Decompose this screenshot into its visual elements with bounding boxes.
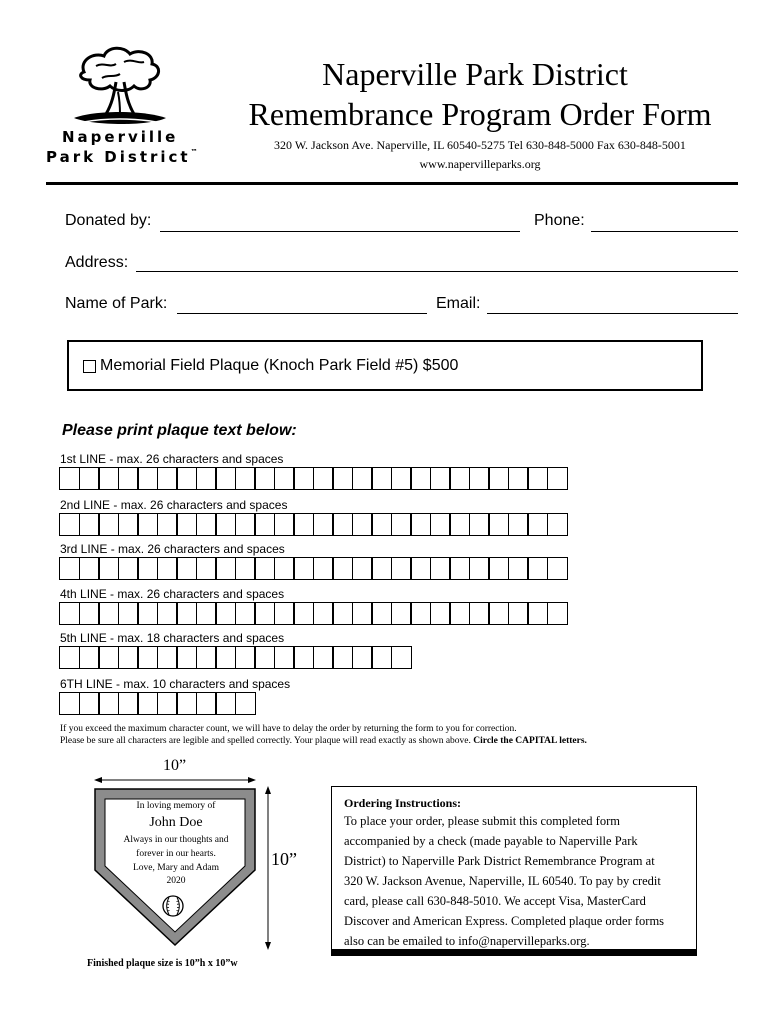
- line5-label: 5th LINE - max. 18 characters and spaces: [60, 631, 285, 645]
- character-box[interactable]: [157, 646, 178, 669]
- character-box[interactable]: [137, 513, 158, 536]
- character-box[interactable]: [176, 557, 197, 580]
- line3-grid[interactable]: [59, 557, 568, 580]
- character-box[interactable]: [98, 646, 119, 669]
- character-box[interactable]: [371, 557, 392, 580]
- character-box[interactable]: [274, 602, 295, 625]
- plaque-text-line3: Always in our thoughts and: [123, 835, 229, 845]
- character-box[interactable]: [137, 557, 158, 580]
- character-box[interactable]: [430, 557, 451, 580]
- character-box[interactable]: [410, 602, 431, 625]
- character-box[interactable]: [469, 513, 490, 536]
- line5-grid[interactable]: [59, 646, 412, 669]
- line2-grid[interactable]: [59, 513, 568, 536]
- phone-field[interactable]: [591, 231, 738, 232]
- character-box[interactable]: [176, 467, 197, 490]
- character-box[interactable]: [176, 602, 197, 625]
- character-box[interactable]: [391, 513, 412, 536]
- character-box[interactable]: [59, 692, 80, 715]
- character-box[interactable]: [137, 646, 158, 669]
- character-box[interactable]: [410, 467, 431, 490]
- character-box[interactable]: [274, 513, 295, 536]
- character-box[interactable]: [79, 646, 100, 669]
- character-box[interactable]: [118, 692, 139, 715]
- character-box[interactable]: [196, 513, 217, 536]
- character-box[interactable]: [215, 557, 236, 580]
- tree-icon: [44, 42, 194, 132]
- plaque-option-box: [67, 340, 703, 391]
- character-box[interactable]: [469, 467, 490, 490]
- character-box[interactable]: [157, 467, 178, 490]
- finished-size-note: Finished plaque size is 10”h x 10”w: [87, 958, 238, 969]
- character-box[interactable]: [527, 602, 548, 625]
- character-box[interactable]: [235, 692, 256, 715]
- line1-grid[interactable]: [59, 467, 568, 490]
- instructions-line: Discover and American Express. Completed plaque order forms: [344, 914, 665, 928]
- title-line1: Naperville Park District: [322, 56, 628, 92]
- character-box[interactable]: [332, 467, 353, 490]
- character-box[interactable]: [371, 602, 392, 625]
- character-box[interactable]: [352, 557, 373, 580]
- character-box[interactable]: [59, 467, 80, 490]
- character-box[interactable]: [430, 602, 451, 625]
- character-box[interactable]: [79, 692, 100, 715]
- website-url: www.napervilleparks.org: [419, 157, 541, 171]
- character-box[interactable]: [59, 646, 80, 669]
- character-box[interactable]: [254, 646, 275, 669]
- plaque-text-line6: 2020: [166, 876, 186, 886]
- character-box[interactable]: [488, 557, 509, 580]
- character-box[interactable]: [235, 646, 256, 669]
- character-box[interactable]: [527, 513, 548, 536]
- character-box[interactable]: [508, 602, 529, 625]
- character-box[interactable]: [118, 557, 139, 580]
- plaque-checkbox[interactable]: [83, 360, 96, 373]
- instructions-line: 320 W. Jackson Avenue, Naperville, IL 60540. To pay by credit: [344, 874, 661, 888]
- character-box[interactable]: [137, 602, 158, 625]
- baseball-icon: [161, 894, 185, 918]
- character-box[interactable]: [391, 467, 412, 490]
- character-box[interactable]: [547, 467, 568, 490]
- trademark-symbol: ™: [190, 148, 198, 156]
- character-box[interactable]: [157, 513, 178, 536]
- line1-label: 1st LINE - max. 26 characters and spaces: [60, 452, 284, 466]
- character-box[interactable]: [118, 646, 139, 669]
- plaque-width-dimension: 10”: [163, 757, 187, 774]
- character-box[interactable]: [527, 467, 548, 490]
- character-box[interactable]: [176, 513, 197, 536]
- character-box[interactable]: [293, 557, 314, 580]
- character-box[interactable]: [254, 467, 275, 490]
- character-box[interactable]: [332, 557, 353, 580]
- character-box[interactable]: [352, 513, 373, 536]
- character-box[interactable]: [313, 646, 334, 669]
- character-box[interactable]: [137, 467, 158, 490]
- character-box[interactable]: [469, 602, 490, 625]
- character-box[interactable]: [449, 513, 470, 536]
- character-box[interactable]: [215, 602, 236, 625]
- character-box[interactable]: [449, 557, 470, 580]
- plaque-option-label: Memorial Field Plaque (Knoch Park Field #5) $500: [100, 357, 459, 374]
- character-box[interactable]: [313, 513, 334, 536]
- character-box[interactable]: [293, 513, 314, 536]
- character-box[interactable]: [391, 646, 412, 669]
- character-box[interactable]: [274, 646, 295, 669]
- character-box[interactable]: [449, 602, 470, 625]
- character-box[interactable]: [352, 646, 373, 669]
- line2-label: 2nd LINE - max. 26 characters and spaces: [60, 498, 288, 512]
- character-box[interactable]: [215, 467, 236, 490]
- character-box[interactable]: [449, 467, 470, 490]
- line6-grid[interactable]: [59, 692, 256, 715]
- email-label: Email:: [436, 295, 481, 312]
- phone-label: Phone:: [534, 212, 585, 229]
- character-box[interactable]: [196, 557, 217, 580]
- exceed-note: If you exceed the maximum character count, we will have to delay the order by returning the form to you for correction.: [60, 724, 517, 734]
- legibility-note-text: Please be sure all characters are legible and spelled correctly. Your plaque will read exactly as shown above.: [60, 736, 471, 746]
- character-box[interactable]: [332, 602, 353, 625]
- character-box[interactable]: [313, 602, 334, 625]
- character-box[interactable]: [274, 467, 295, 490]
- character-box[interactable]: [79, 513, 100, 536]
- character-box[interactable]: [176, 692, 197, 715]
- character-box[interactable]: [352, 602, 373, 625]
- character-box[interactable]: [488, 467, 509, 490]
- character-box[interactable]: [371, 467, 392, 490]
- character-box[interactable]: [488, 602, 509, 625]
- character-box[interactable]: [293, 602, 314, 625]
- plaque-height-dimension: 10”: [271, 849, 297, 869]
- character-box[interactable]: [235, 602, 256, 625]
- character-box[interactable]: [118, 467, 139, 490]
- capital-letters-note: Circle the CAPITAL letters.: [473, 736, 587, 746]
- character-box[interactable]: [527, 557, 548, 580]
- character-box[interactable]: [196, 467, 217, 490]
- legibility-note: [60, 736, 587, 746]
- character-box[interactable]: [391, 557, 412, 580]
- character-box[interactable]: [79, 557, 100, 580]
- character-box[interactable]: [98, 692, 119, 715]
- character-box[interactable]: [157, 692, 178, 715]
- instructions-title: Ordering Instructions:: [344, 796, 461, 810]
- line6-label: 6TH LINE - max. 10 characters and spaces: [60, 677, 291, 691]
- park-name-label: Name of Park:: [65, 295, 168, 312]
- character-box[interactable]: [98, 467, 119, 490]
- character-box[interactable]: [79, 602, 100, 625]
- character-box[interactable]: [254, 513, 275, 536]
- park-district-logo: [44, 42, 198, 172]
- character-box[interactable]: [469, 557, 490, 580]
- logo-line1: Naperville: [62, 128, 179, 146]
- character-box[interactable]: [508, 513, 529, 536]
- character-box[interactable]: [59, 513, 80, 536]
- plaque-text-line1: In loving memory of: [136, 801, 216, 811]
- character-box[interactable]: [235, 557, 256, 580]
- instructions-line: accompanied by a check (made payable to Naperville Park: [344, 834, 638, 848]
- character-box[interactable]: [313, 557, 334, 580]
- line3-label: 3rd LINE - max. 26 characters and spaces: [60, 542, 285, 556]
- contact-address: 320 W. Jackson Ave. Naperville, IL 60540-5275 Tel 630-848-5000 Fax 630-848-5001: [274, 138, 686, 152]
- character-box[interactable]: [59, 557, 80, 580]
- character-box[interactable]: [410, 557, 431, 580]
- character-box[interactable]: [391, 602, 412, 625]
- character-box[interactable]: [293, 467, 314, 490]
- character-box[interactable]: [332, 646, 353, 669]
- email-field[interactable]: [487, 313, 738, 314]
- character-box[interactable]: [215, 513, 236, 536]
- character-box[interactable]: [215, 646, 236, 669]
- character-box[interactable]: [235, 467, 256, 490]
- character-box[interactable]: [371, 513, 392, 536]
- memorial-plaque-option[interactable]: [83, 357, 458, 375]
- character-box[interactable]: [254, 557, 275, 580]
- character-box[interactable]: [547, 557, 568, 580]
- instructions-line: also can be emailed to info@napervilleparks.org.: [344, 934, 590, 948]
- character-box[interactable]: [157, 557, 178, 580]
- logo-line2: Park District: [46, 148, 191, 166]
- character-box[interactable]: [196, 602, 217, 625]
- title-line2: Remembrance Program Order Form: [248, 96, 712, 132]
- character-box[interactable]: [293, 646, 314, 669]
- character-box[interactable]: [59, 602, 80, 625]
- character-box[interactable]: [508, 467, 529, 490]
- plaque-text-line4: forever in our hearts.: [136, 849, 216, 859]
- print-heading: Please print plaque text below:: [62, 422, 297, 439]
- width-arrow-icon: [94, 774, 256, 786]
- character-box[interactable]: [118, 513, 139, 536]
- character-box[interactable]: [157, 602, 178, 625]
- character-box[interactable]: [196, 646, 217, 669]
- address-field[interactable]: [136, 271, 738, 272]
- character-box[interactable]: [488, 513, 509, 536]
- character-box[interactable]: [176, 646, 197, 669]
- character-box[interactable]: [254, 602, 275, 625]
- character-box[interactable]: [98, 513, 119, 536]
- character-box[interactable]: [196, 692, 217, 715]
- character-box[interactable]: [118, 602, 139, 625]
- character-box[interactable]: [137, 692, 158, 715]
- character-box[interactable]: [430, 467, 451, 490]
- character-box[interactable]: [215, 692, 236, 715]
- character-box[interactable]: [79, 467, 100, 490]
- character-box[interactable]: [547, 602, 568, 625]
- character-box[interactable]: [410, 513, 431, 536]
- instructions-line: To place your order, please submit this completed form: [344, 814, 620, 828]
- plaque-text-line2: John Doe: [149, 815, 203, 830]
- character-box[interactable]: [274, 557, 295, 580]
- header-divider: [46, 182, 738, 185]
- character-box[interactable]: [313, 467, 334, 490]
- character-box[interactable]: [98, 602, 119, 625]
- character-box[interactable]: [98, 557, 119, 580]
- instructions-line: card, please call 630-848-5010. We accept Visa, MasterCard: [344, 894, 646, 908]
- character-box[interactable]: [371, 646, 392, 669]
- character-box[interactable]: [332, 513, 353, 536]
- plaque-text-line5: Love, Mary and Adam: [132, 863, 219, 873]
- donated-by-label: Donated by:: [65, 212, 152, 229]
- character-box[interactable]: [352, 467, 373, 490]
- instructions-line: District) to Naperville Park District Remembrance Program at: [344, 854, 655, 868]
- line4-grid[interactable]: [59, 602, 568, 625]
- character-box[interactable]: [430, 513, 451, 536]
- park-name-field[interactable]: [177, 313, 427, 314]
- character-box[interactable]: [508, 557, 529, 580]
- character-box[interactable]: [235, 513, 256, 536]
- line4-label: 4th LINE - max. 26 characters and spaces: [60, 587, 285, 601]
- ordering-instructions-box: [331, 786, 697, 956]
- character-box[interactable]: [547, 513, 568, 536]
- address-label: Address:: [65, 254, 129, 271]
- donated-by-field[interactable]: [160, 231, 520, 232]
